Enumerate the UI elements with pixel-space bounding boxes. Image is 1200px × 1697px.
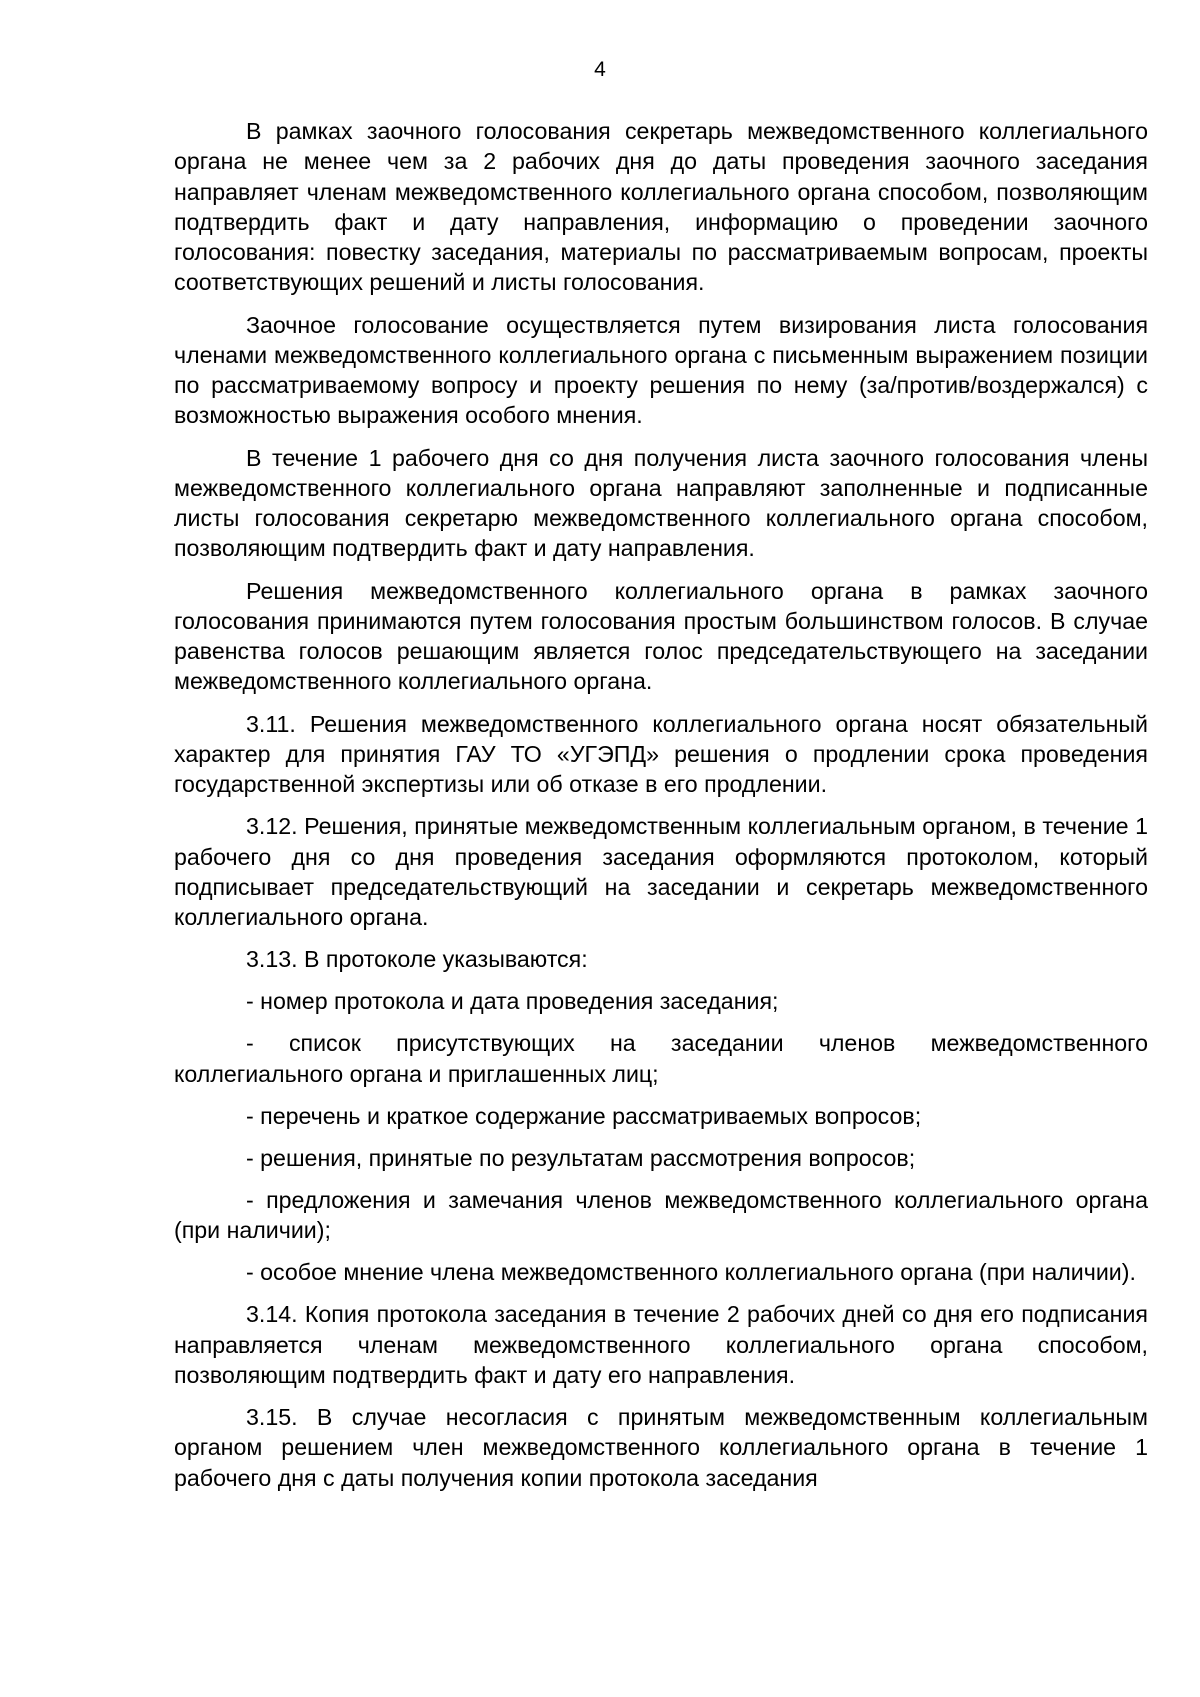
paragraph-3-15: 3.15. В случае несогласия с принятым межведомственным коллегиальным органом решением член межведомственного коллегиального органа в течение 1 рабочего дня с даты получения копии протокола заседания [174, 1404, 1148, 1491]
paragraph-3-11: 3.11. Решения межведомственного коллегиального органа носят обязательный характер для принятия ГАУ ТО «УГЭПД» решения о продлении срока проведения государственной экспертизы или об отказе в его продлении. [174, 710, 1148, 798]
paragraph-decision-majority: Решения межведомственного коллегиального органа в рамках заочного голосования принимаются путем голосования простым большинством голосов. В случае равенства голосов решающим является голос председательствующего на заседании межведомственного коллегиального органа. [174, 577, 1148, 695]
list-item-decisions: - решения, принятые по результатам рассмотрения вопросов; [246, 1144, 916, 1171]
paragraph-absentee-voting-procedure: Заочное голосование осуществляется путем визирования листа голосования членами межведомственного коллегиального органа с письменным выражением позиции по рассматриваемому вопросу и проекту решения по нему (за/против/воздержался) с возможностью выражения особого мнения. [174, 311, 1148, 429]
page-number: 4 [594, 58, 606, 81]
paragraph-voting-sheets-return: В течение 1 рабочего дня со дня получения листа заочного голосования члены межведомственного коллегиального органа направляют заполненные и подписанные листы голосования секретарю межведомственного коллегиального органа способом, позволяющим подтвердить факт и дату направления. [174, 444, 1148, 562]
paragraph-3-12: 3.12. Решения, принятые межведомственным коллегиальным органом, в течение 1 рабочего дня со дня проведения заседания оформляются протоколом, который подписывает председательствующий на заседании и секретарь межведомственного коллегиального органа. [174, 813, 1148, 931]
list-item-attendees: - список присутствующих на заседании членов межведомственного коллегиального органа и приглашенных лиц; [174, 1030, 1148, 1087]
paragraph-absentee-voting-notice: В рамках заочного голосования секретарь межведомственного коллегиального органа не менее чем за 2 рабочих дня до даты проведения заочного заседания направляет членам межведомственного коллегиального органа способом, позволяющим подтвердить факт и дату направления, информацию о проведении заочного голосования: повестку заседания, материалы по рассматриваемым вопросам, проекты соответствующих решений и листы голосования. [174, 118, 1148, 296]
list-item-dissenting-opinion: - особое мнение члена межведомственного коллегиального органа (при наличии). [246, 1259, 1136, 1286]
document-body [174, 116, 1148, 1493]
list-item-agenda-summary: - перечень и краткое содержание рассматриваемых вопросов; [246, 1102, 922, 1129]
paragraph-3-14: 3.14. Копия протокола заседания в течение 2 рабочих дней со дня его подписания направляется членам межведомственного коллегиального органа способом, позволяющим подтвердить факт и дату его направления. [174, 1301, 1148, 1389]
paragraph-3-13: 3.13. В протоколе указываются: [246, 946, 588, 973]
list-item-proposals: - предложения и замечания членов межведомственного коллегиального органа (при наличии); [174, 1186, 1148, 1244]
list-item-protocol-number: - номер протокола и дата проведения заседания; [246, 988, 779, 1015]
